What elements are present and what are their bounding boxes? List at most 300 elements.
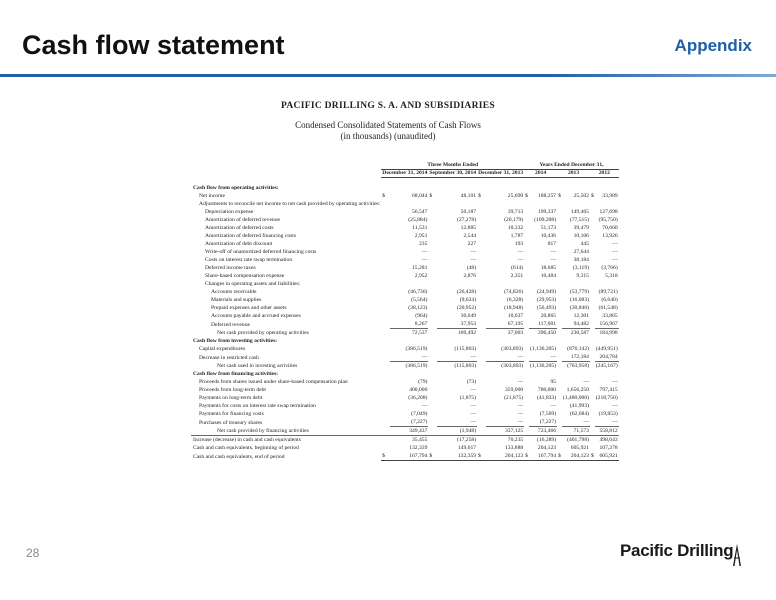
table-row <box>191 256 619 264</box>
currency-symbol: $ <box>558 453 561 459</box>
table-cell: (95,750) <box>598 217 618 223</box>
currency-symbol <box>428 256 437 264</box>
currency-symbol <box>381 427 390 436</box>
table-cell: — <box>550 257 557 263</box>
currency-symbol <box>428 272 437 280</box>
group-header-years: Years Ended December 31, <box>524 161 619 170</box>
table-cell: 1,787 <box>510 233 524 239</box>
table-row <box>191 272 619 280</box>
currency-symbol <box>428 402 437 410</box>
table-cell: 117,001 <box>538 321 557 327</box>
table-row <box>191 280 619 288</box>
table-cell: 39,479 <box>573 225 589 231</box>
table-cell: 235 <box>419 241 428 247</box>
table-cell: — <box>583 379 589 385</box>
currency-symbol: $ <box>382 193 386 199</box>
row-label: Prepaid expenses and other assets <box>211 305 287 311</box>
table-cell: (41,833) <box>536 395 557 401</box>
table-cell: 2,351 <box>510 273 524 279</box>
table-cell: — <box>517 379 524 385</box>
row-label: Net income <box>199 193 225 199</box>
table-cell: (74,826) <box>504 289 524 295</box>
table-cell: 132,359 <box>437 452 477 461</box>
table-row <box>191 436 619 445</box>
table-cell: (303,893) <box>486 362 525 371</box>
table-cell: 10,484 <box>540 273 557 279</box>
currency-symbol <box>381 256 390 264</box>
table-cell: (77,515) <box>569 217 589 223</box>
currency-symbol <box>381 410 390 418</box>
currency-symbol <box>428 362 437 371</box>
table-cell: — <box>550 354 557 360</box>
row-label: Net cash provided by financing activities <box>217 428 309 434</box>
row-label: Net cash used in investing activities <box>217 363 298 369</box>
currency-symbol <box>477 296 486 304</box>
row-label: Costs on interest rate swap termination <box>205 257 293 263</box>
table-cell: — <box>612 419 618 425</box>
table-cell: 199,337 <box>537 209 557 215</box>
currency-symbol <box>428 208 437 216</box>
table-cell: (46,736) <box>408 289 428 295</box>
column-header: September 30, 2014 <box>429 170 477 176</box>
table-row <box>191 304 619 312</box>
currency-symbol <box>477 444 486 452</box>
currency-symbol: $ <box>477 452 486 461</box>
table-cell: 51,173 <box>540 225 557 231</box>
table-cell: 70,235 <box>486 436 525 445</box>
currency-symbol <box>428 312 437 320</box>
group-header-three-months: Three Months Ended <box>381 161 524 170</box>
row-label: Accounts payable and accrued expenses <box>211 313 301 319</box>
row-label: Capital expenditures <box>199 346 246 352</box>
table-row <box>191 452 619 461</box>
table-cell: (16,289) <box>529 436 557 445</box>
table-cell: — <box>612 379 618 385</box>
table-cell: 100,492 <box>437 329 477 338</box>
table-cell: (115,803) <box>454 346 477 352</box>
table-cell: 25,502 <box>573 193 589 199</box>
row-label: Materials and supplies <box>211 297 262 303</box>
table-cell: (245,167) <box>595 363 618 369</box>
currency-symbol <box>428 378 437 386</box>
statement-units: (in thousands) (unaudited) <box>340 131 436 141</box>
table-cell: 132,339 <box>409 445 428 451</box>
table-cell: — <box>583 419 589 425</box>
table-cell: (115,803) <box>437 362 477 371</box>
table-cell: (964) <box>415 313 428 319</box>
table-cell: — <box>612 257 618 263</box>
table-row <box>191 192 619 200</box>
row-label: Cash flow from financing activities: <box>193 371 279 377</box>
column-header: December 31, 2014 <box>382 170 428 176</box>
currency-symbol <box>477 427 486 436</box>
table-cell: (1,480,000) <box>562 395 589 401</box>
table-cell: (386,519) <box>390 362 429 371</box>
section-header-row <box>191 370 619 378</box>
currency-symbol <box>477 345 486 353</box>
table-cell: 2,544 <box>463 233 477 239</box>
row-label: Amortization of deferred costs <box>205 225 274 231</box>
row-label: Payments for financing costs <box>199 411 264 417</box>
currency-symbol <box>381 216 390 224</box>
currency-symbol <box>428 264 437 272</box>
row-label: Cash and cash equivalents, beginning of period <box>193 445 299 451</box>
table-cell: (18,948) <box>504 305 524 311</box>
table-cell: (401,798) <box>562 436 590 445</box>
table-row <box>191 353 619 362</box>
currency-symbol <box>477 362 486 371</box>
table-cell: 204,784 <box>599 354 618 360</box>
table-cell: 27,644 <box>573 249 589 255</box>
table-cell: — <box>421 403 428 409</box>
row-label: Write-off of unamortized deferred financing costs <box>205 249 317 255</box>
table-cell: (53,779) <box>569 289 589 295</box>
table-cell: 70,660 <box>602 225 618 231</box>
currency-symbol <box>428 444 437 452</box>
row-label: Net cash provided by operating activities <box>217 330 309 336</box>
table-cell: (386,519) <box>405 346 428 352</box>
table-cell: 149,465 <box>570 209 589 215</box>
table-row <box>191 362 619 371</box>
currency-symbol <box>381 296 390 304</box>
table-row <box>191 264 619 272</box>
column-header: 2012 <box>590 170 619 178</box>
table-cell: (25,884) <box>408 217 428 223</box>
currency-symbol <box>381 329 390 338</box>
table-cell: 10,637 <box>507 313 524 319</box>
table-cell: (7,227) <box>411 419 428 425</box>
table-cell: 33,989 <box>602 193 618 199</box>
table-row <box>191 232 619 240</box>
currency-symbol <box>381 248 390 256</box>
currency-symbol <box>381 224 390 232</box>
currency-symbol: $ <box>590 453 594 459</box>
table-cell: 2,951 <box>414 233 428 239</box>
company-name: PACIFIC DRILLING S. A. AND SUBSIDIARIES <box>281 101 495 111</box>
currency-symbol <box>477 402 486 410</box>
cash-flow-body <box>191 184 619 461</box>
table-cell: 127,698 <box>599 209 618 215</box>
table-row <box>191 248 619 256</box>
table-cell: — <box>421 257 428 263</box>
table-cell: (79) <box>418 379 428 385</box>
statement-title: Condensed Consolidated Statements of Cash Flows <box>295 120 481 130</box>
table-cell: (1,948) <box>437 427 477 436</box>
table-cell: 133,888 <box>504 445 524 451</box>
currency-symbol <box>477 256 486 264</box>
table-cell: — <box>470 411 477 417</box>
table-cell: (5,564) <box>411 297 428 303</box>
row-label: Cash and cash equivalents, end of period <box>193 453 285 460</box>
table-cell: 107,278 <box>599 445 618 451</box>
table-cell: 2,876 <box>463 273 477 279</box>
table-cell: (218,750) <box>595 395 618 401</box>
table-cell: — <box>517 257 524 263</box>
table-cell: 204,123 <box>486 452 525 461</box>
row-label: Payments on long-term debt <box>199 395 263 401</box>
table-cell: (7,227) <box>539 419 557 425</box>
currency-symbol <box>381 345 390 353</box>
currency-symbol <box>381 208 390 216</box>
table-cell: 167,794 <box>529 452 557 461</box>
table-row <box>191 312 619 320</box>
table-cell: 37,953 <box>460 321 477 327</box>
table-cell: 68,044 <box>412 193 428 199</box>
table-cell: 9,315 <box>576 273 589 279</box>
row-label: Accounts receivable <box>211 289 257 295</box>
row-label: Payments for costs on interest rate swap termination <box>199 403 316 409</box>
table-cell: 20,865 <box>540 313 557 319</box>
currency-symbol <box>381 436 390 445</box>
table-cell: (1,136,205) <box>529 363 557 369</box>
currency-symbol <box>381 288 390 296</box>
currency-symbol <box>381 362 390 371</box>
currency-symbol <box>477 304 486 312</box>
currency-symbol <box>428 216 437 224</box>
table-row <box>191 410 619 418</box>
table-cell: (26,428) <box>456 289 477 295</box>
currency-symbol: $ <box>478 193 481 199</box>
table-cell: (9,624) <box>459 297 477 303</box>
table-cell: 37,003 <box>486 329 525 338</box>
table-cell: — <box>470 403 477 409</box>
table-cell: 204,123 <box>537 445 557 451</box>
table-cell: (3,766) <box>601 265 618 271</box>
currency-symbol: $ <box>429 193 433 199</box>
table-cell: 227 <box>467 241 477 247</box>
slide-title: Cash flow statement <box>22 30 285 60</box>
currency-symbol <box>428 410 437 418</box>
table-row <box>191 208 619 216</box>
table-cell: (38,123) <box>408 305 428 311</box>
row-label: Cash flow from investing activities: <box>193 338 278 344</box>
table-row <box>191 394 619 402</box>
currency-symbol <box>428 345 437 353</box>
table-cell: (7,049) <box>411 411 428 417</box>
table-cell: (1,136,205) <box>529 346 557 352</box>
table-cell: — <box>470 249 477 255</box>
table-cell: — <box>612 403 618 409</box>
table-cell: 38,184 <box>573 257 589 263</box>
currency-symbol <box>428 304 437 312</box>
table-cell: (89,721) <box>598 289 618 295</box>
table-cell: — <box>612 249 618 255</box>
table-cell: 1,656,250 <box>566 387 589 393</box>
currency-symbol <box>428 329 437 338</box>
table-cell: — <box>470 354 477 360</box>
table-row <box>191 329 619 338</box>
row-label: Increase (decrease) in cash and cash equivalents <box>191 436 381 445</box>
currency-symbol <box>381 232 390 240</box>
table-cell: 498,643 <box>595 436 619 445</box>
table-row <box>191 378 619 386</box>
table-row <box>191 200 619 208</box>
table-cell: 15,281 <box>412 265 428 271</box>
table-row <box>191 240 619 248</box>
table-cell: 193 <box>514 241 524 247</box>
table-cell: 400,000 <box>409 387 428 393</box>
table-cell: 10,436 <box>540 233 557 239</box>
table-cell: (109,208) <box>534 217 557 223</box>
logo-derrick-icon <box>733 544 741 566</box>
row-label: Share-based compensation expense <box>205 273 285 279</box>
row-label: Deferred income taxes <box>205 265 256 271</box>
currency-symbol <box>381 312 390 320</box>
table-cell: 35,455 <box>390 436 429 445</box>
currency-symbol <box>477 248 486 256</box>
table-cell: — <box>517 411 524 417</box>
table-cell: 204,123 <box>562 452 590 461</box>
currency-symbol <box>428 296 437 304</box>
table-row <box>191 402 619 410</box>
table-cell: 817 <box>547 241 557 247</box>
row-label: Amortization of deferred revenue <box>205 217 281 223</box>
table-cell: 5,318 <box>605 273 618 279</box>
currency-symbol <box>428 232 437 240</box>
currency-symbol <box>428 394 437 402</box>
table-cell: 149,617 <box>457 445 477 451</box>
currency-symbol <box>477 288 486 296</box>
page-number: 28 <box>26 546 40 560</box>
table-row <box>191 418 619 427</box>
row-label: Proceeds from long-term debt <box>199 387 266 393</box>
currency-symbol <box>477 320 486 329</box>
table-cell: 167,794 <box>390 452 429 461</box>
table-cell: 8,267 <box>414 321 428 327</box>
currency-symbol <box>381 378 390 386</box>
table-cell: 188,257 <box>537 193 557 199</box>
table-cell: 13,926 <box>602 233 618 239</box>
table-cell: — <box>517 419 524 425</box>
currency-symbol <box>381 386 390 394</box>
table-cell: 396,450 <box>529 329 557 338</box>
table-cell: 172,184 <box>570 354 589 360</box>
currency-symbol <box>477 208 486 216</box>
currency-symbol: $ <box>558 193 561 199</box>
currency-symbol <box>381 418 390 427</box>
table-cell: 156,967 <box>599 321 618 327</box>
table-cell: (16,083) <box>569 297 589 303</box>
table-cell: 39,713 <box>507 209 524 215</box>
table-cell: (6,640) <box>601 297 618 303</box>
currency-symbol <box>477 264 486 272</box>
table-cell: — <box>421 249 428 255</box>
table-cell: 25,690 <box>507 193 524 199</box>
table-cell: 2,952 <box>414 273 428 279</box>
table-cell: (7,569) <box>539 411 557 417</box>
table-cell: (17,258) <box>437 436 477 445</box>
row-label: Adjustments to reconcile net income to net cash provided by operating activities: <box>199 201 381 207</box>
table-cell: — <box>550 403 557 409</box>
cash-flow-table <box>191 161 619 461</box>
table-cell: (30,840) <box>569 305 589 311</box>
currency-symbol <box>428 353 437 362</box>
table-cell: 184,998 <box>595 329 619 338</box>
currency-symbol <box>477 216 486 224</box>
table-cell: (29,953) <box>536 297 557 303</box>
table-cell: (614) <box>511 265 524 271</box>
table-cell: 33,865 <box>602 313 618 319</box>
column-header: 2014 <box>524 170 557 178</box>
currency-symbol <box>477 378 486 386</box>
currency-symbol: $ <box>381 452 390 461</box>
table-cell: (20,952) <box>456 305 477 311</box>
table-cell: (3,119) <box>572 265 589 271</box>
table-row <box>191 345 619 353</box>
table-cell: (19,853) <box>598 411 618 417</box>
currency-symbol <box>381 444 390 452</box>
table-cell: (21,875) <box>504 395 524 401</box>
currency-symbol <box>428 436 437 445</box>
row-label: Depreciation expense <box>205 209 254 215</box>
table-cell: 95 <box>550 379 557 385</box>
currency-symbol <box>477 329 486 338</box>
currency-symbol <box>477 418 486 427</box>
column-header: December 31, 2013 <box>478 170 524 176</box>
column-header: 2013 <box>557 170 590 178</box>
table-cell: 723,466 <box>529 427 557 436</box>
table-row <box>191 224 619 232</box>
currency-symbol: $ <box>590 193 594 199</box>
table-cell: (24,949) <box>536 289 557 295</box>
table-cell: (703,958) <box>562 362 590 371</box>
currency-symbol <box>428 248 437 256</box>
table-cell: (449,951) <box>595 346 618 352</box>
table-cell: (36,208) <box>408 395 428 401</box>
table-cell: 445 <box>580 241 589 247</box>
currency-symbol <box>381 353 390 362</box>
table-cell: (1,875) <box>459 395 477 401</box>
table-cell: 230,587 <box>562 329 590 338</box>
table-cell: (6,328) <box>506 297 524 303</box>
table-cell: — <box>470 387 477 393</box>
currency-symbol: $ <box>525 453 528 459</box>
currency-symbol <box>381 304 390 312</box>
table-cell: (56,493) <box>536 305 557 311</box>
section-header-row <box>191 184 619 192</box>
table-cell: — <box>517 403 524 409</box>
table-row <box>191 296 619 304</box>
row-label: Cash flow from operating activities: <box>193 185 279 191</box>
row-label: Purchases of treasury shares <box>199 419 263 426</box>
table-cell: 11,531 <box>412 225 428 231</box>
table-cell: 48,101 <box>460 193 477 199</box>
currency-symbol <box>381 394 390 402</box>
table-cell: 56,547 <box>412 209 428 215</box>
table-cell: — <box>470 257 477 263</box>
currency-symbol <box>477 224 486 232</box>
row-label: Deferred revenue <box>211 321 250 328</box>
table-cell: 72,537 <box>390 329 429 338</box>
currency-symbol <box>428 427 437 436</box>
currency-symbol <box>477 386 486 394</box>
currency-symbol <box>477 394 486 402</box>
table-cell: — <box>517 354 524 360</box>
appendix-label: Appendix <box>674 36 752 55</box>
section-header-row <box>191 337 619 345</box>
table-cell: (73) <box>466 379 477 385</box>
currency-symbol: $ <box>428 452 437 461</box>
currency-symbol <box>477 436 486 445</box>
row-label: Amortization of deferred financing costs <box>205 233 297 239</box>
row-label: Changes in operating assets and liabilities: <box>205 281 301 287</box>
row-label: Decrease in restricted cash <box>199 354 259 361</box>
table-cell: 605,921 <box>570 445 589 451</box>
currency-symbol <box>428 288 437 296</box>
table-cell: 67,195 <box>507 321 524 327</box>
table-cell: 337,125 <box>486 427 525 436</box>
table-cell: 94,482 <box>573 321 589 327</box>
